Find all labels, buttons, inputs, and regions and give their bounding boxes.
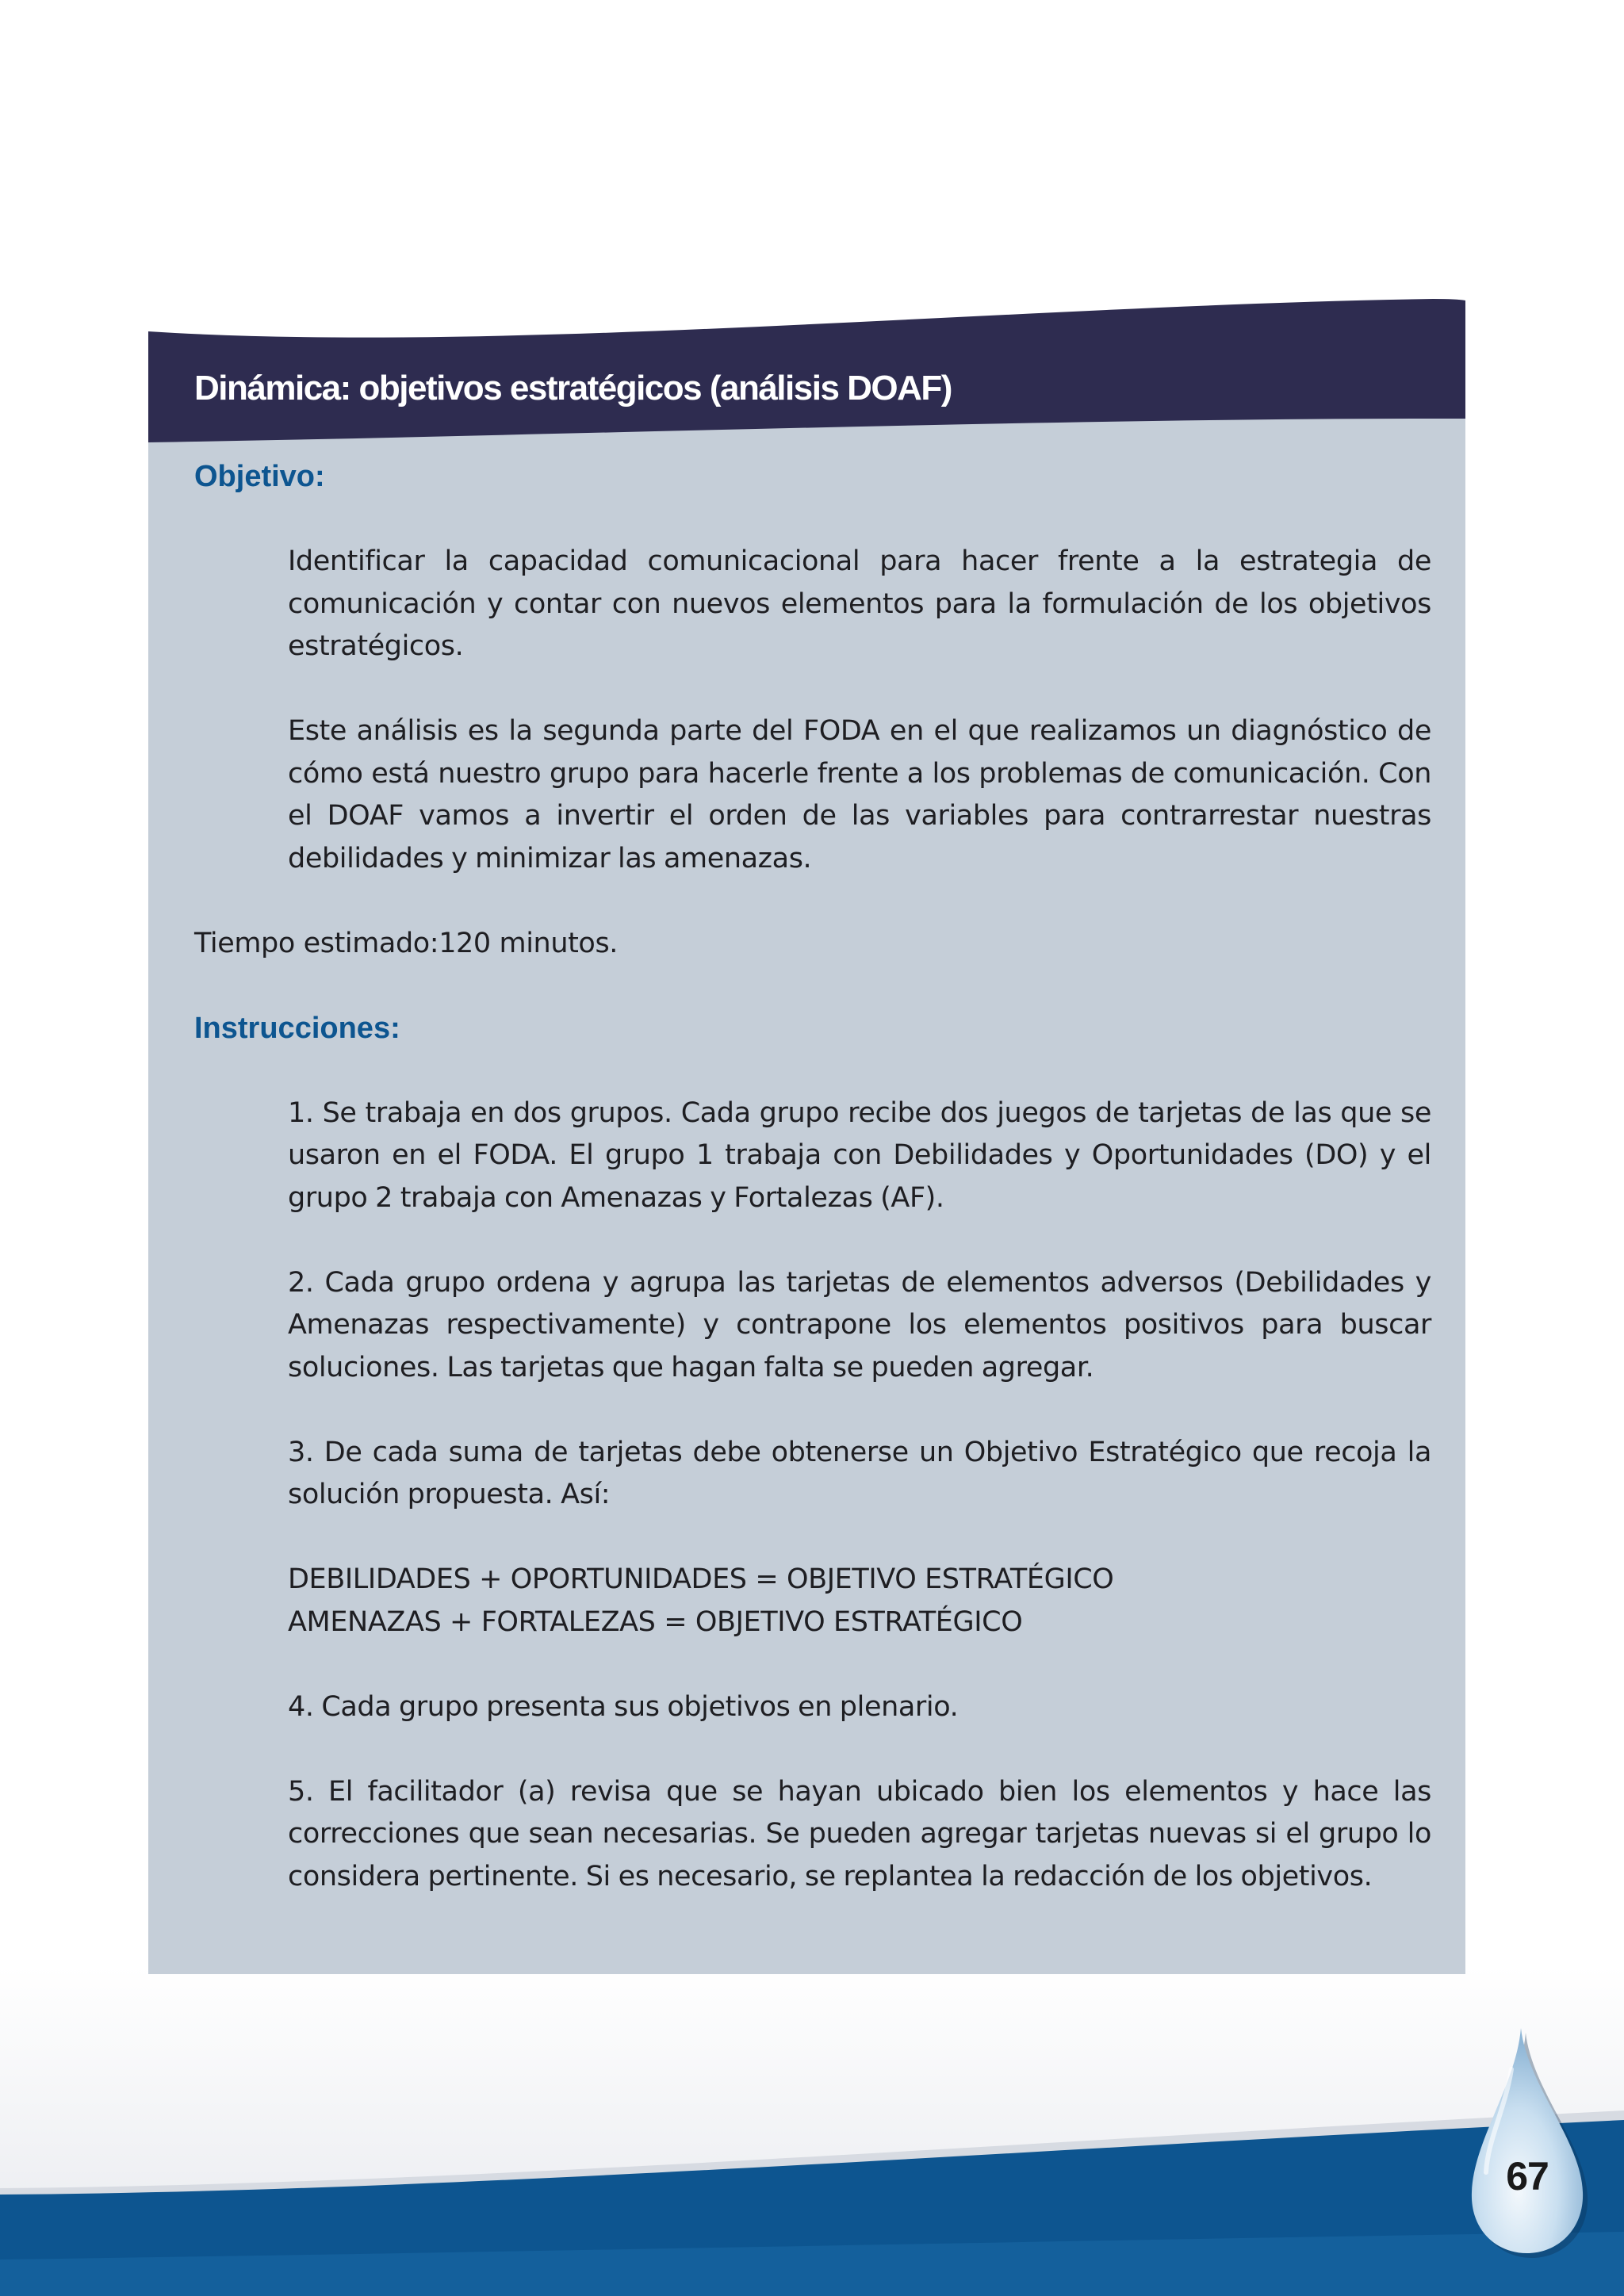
instruction-item: 2. Cada grupo ordena y agrupa las tarjetas de elementos adversos (Debilidades y Amenazas respectivamente) y contrapone los elementos positivos para buscar soluciones. Las tarjetas que hagan falta se pueden agregar. <box>288 1266 1431 1383</box>
activity-content <box>194 456 1431 1941</box>
formula-line: AMENAZAS + FORTALEZAS = OBJETIVO ESTRATÉGICO <box>288 1605 1023 1638</box>
instruction-item: 4. Cada grupo presenta sus objetivos en plenario. <box>288 1690 959 1723</box>
objective-heading: Objetivo: <box>194 460 325 493</box>
objective-section <box>288 541 1431 880</box>
objective-paragraph: Identificar la capacidad comunicacional para hacer frente a la estrategia de comunicación y contar con nuevos elementos para la formulación de los objetivos estratégicos. <box>288 545 1431 662</box>
formula-block <box>288 1559 1431 1644</box>
time-estimate: Tiempo estimado:120 minutos. <box>194 927 619 959</box>
instruction-item: 5. El facilitador (a) revisa que se hayan ubicado bien los elementos y hace las correcciones que sean necesarias. Se pueden agregar tarjetas nuevas si el grupo lo considera pertinente. Si es necesario, se replantea la redacción de los objetivos. <box>288 1775 1431 1892</box>
objective-paragraph: Este análisis es la segunda parte del FODA en el que realizamos un diagnóstico de cómo está nuestro grupo para hacerle frente a los problemas de comunicación. Con el DOAF vamos a invertir el orden de las variables para contrarrestar nuestras debilidades y minimizar las amenazas. <box>288 715 1431 874</box>
instructions-list <box>288 1093 1431 1899</box>
activity-box <box>148 297 1465 1974</box>
footer-wave <box>0 2093 1624 2296</box>
water-drop-icon <box>1464 2022 1591 2260</box>
instruction-item: 3. De cada suma de tarjetas debe obtenerse un Objetivo Estratégico que recoja la solución propuesta. Así: <box>288 1436 1431 1510</box>
activity-title: Dinámica: objetivos estratégicos (análisis DOAF) <box>194 369 952 408</box>
formula-line: DEBILIDADES + OPORTUNIDADES = OBJETIVO ESTRATÉGICO <box>288 1563 1114 1595</box>
instruction-item: 1. Se trabaja en dos grupos. Cada grupo recibe dos juegos de tarjetas de las que se usaron en el FODA. El grupo 1 trabaja con Debilidades y Oportunidades (DO) y el grupo 2 trabaja con Amenazas y Fortalezas (AF). <box>288 1096 1431 1214</box>
page-number: 67 <box>1506 2154 1549 2198</box>
instructions-heading: Instrucciones: <box>194 1011 400 1045</box>
